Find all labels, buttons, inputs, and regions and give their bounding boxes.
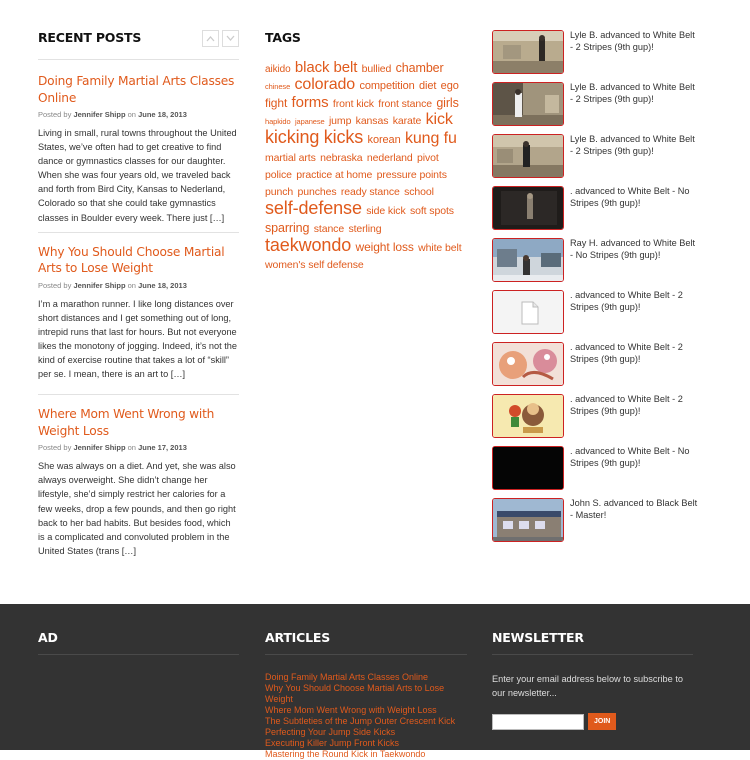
video-item[interactable]: [492, 446, 707, 490]
tag-link[interactable]: karate: [392, 114, 422, 127]
newsletter-description: Enter your email address below to subscribe to our newsletter...: [492, 674, 683, 698]
post-date: June 17, 2013: [138, 443, 187, 453]
join-button[interactable]: JOIN: [588, 713, 616, 730]
article-links: [265, 672, 467, 760]
article-link[interactable]: Perfecting Your Jump Side Kicks: [265, 727, 396, 737]
tag-link[interactable]: bullied: [361, 63, 392, 75]
tag-link[interactable]: women's self defense: [265, 259, 364, 272]
divider: [38, 59, 239, 60]
tag-link[interactable]: black belt: [294, 59, 358, 76]
post-item: [38, 73, 239, 225]
newsletter-form: [492, 713, 693, 730]
ad-heading: AD: [38, 630, 58, 645]
video-thumbnail[interactable]: [492, 82, 564, 126]
tag-link[interactable]: kicks: [323, 127, 364, 148]
tag-link[interactable]: kansas: [355, 114, 389, 127]
tag-link[interactable]: school: [404, 186, 434, 199]
article-link[interactable]: Doing Family Martial Arts Classes Online: [265, 672, 429, 682]
ad-section: [38, 630, 239, 655]
tag-link[interactable]: korean: [367, 134, 401, 147]
video-caption[interactable]: . advanced to White Belt - 2 Stripes (9th gup)!: [570, 342, 683, 364]
post-date: June 18, 2013: [138, 110, 187, 119]
footer: [0, 604, 750, 759]
video-thumbnail[interactable]: [492, 134, 564, 178]
tag-link[interactable]: kicking: [265, 127, 320, 148]
tag-link[interactable]: taekwondo: [265, 235, 352, 255]
newsletter-heading: NEWSLETTER: [492, 630, 584, 645]
recent-posts-heading: RECENT POSTS: [38, 30, 142, 45]
recent-posts-pager: [202, 30, 239, 47]
newsletter-section: [492, 630, 693, 730]
video-item[interactable]: [492, 134, 707, 178]
post-item: [38, 406, 239, 558]
divider: [265, 654, 467, 655]
tag-link[interactable]: front kick: [332, 97, 374, 110]
tag-link[interactable]: diet: [418, 80, 437, 93]
tag-link[interactable]: forms: [291, 93, 329, 111]
tag-link[interactable]: girls: [436, 95, 459, 110]
tag-link[interactable]: jump: [328, 114, 352, 127]
divider: [38, 654, 239, 655]
tag-link[interactable]: japanese: [294, 116, 325, 126]
video-item[interactable]: [492, 498, 707, 542]
tag-link[interactable]: chamber: [395, 61, 444, 75]
video-caption[interactable]: . advanced to White Belt - 2 Stripes (9th gup)!: [570, 394, 683, 416]
video-item[interactable]: [492, 394, 707, 438]
video-thumbnail[interactable]: [492, 186, 564, 230]
tag-link[interactable]: kung fu: [404, 130, 457, 148]
video-thumbnail[interactable]: [492, 342, 564, 386]
post-excerpt: I’m a marathon runner. I like long distances over short distances and I get something out of long, intrepid runs that last for hours. But not everyone likes the monotony of jogging. Indeed, it’s not the kind of exercise routine that takes a lot of “skill” per se. I mean, there is an art to […]: [38, 298, 238, 380]
video-caption[interactable]: Ray H. advanced to White Belt - No Stripes (9th gup)!: [570, 238, 696, 260]
article-link[interactable]: Why You Should Choose Martial Arts to Lose Weight: [265, 683, 445, 704]
divider: [38, 232, 239, 233]
tag-link[interactable]: punch: [265, 186, 294, 199]
article-link[interactable]: Executing Killer Jump Front Kicks: [265, 738, 400, 748]
video-item[interactable]: [492, 342, 707, 386]
video-item[interactable]: [492, 238, 707, 282]
tag-link[interactable]: nederland: [366, 151, 413, 164]
tag-link[interactable]: police: [265, 168, 292, 181]
post-date: June 18, 2013: [138, 280, 187, 290]
article-link[interactable]: The Subtleties of the Jump Outer Crescent Kick: [265, 716, 456, 726]
tag-link[interactable]: self-defense: [265, 198, 362, 219]
tag-link[interactable]: chinese: [265, 82, 291, 92]
posted-by-label: Posted by: [38, 280, 72, 290]
post-excerpt: She was always on a diet. And yet, she was also always overweight. She didn’t change her lifestyle, she’d simply restrict her calories for a few weeks, drop a few pounds, and then go right back to her bad habits. But besides food, which is a complicated and convoluted problem in the United States (trans […]: [38, 461, 236, 556]
tag-cloud: [265, 59, 467, 273]
tag-link[interactable]: white belt: [418, 242, 462, 254]
video-item[interactable]: [492, 186, 707, 230]
video-caption[interactable]: . advanced to White Belt - 2 Stripes (9th gup)!: [570, 290, 683, 312]
video-caption[interactable]: John S. advanced to Black Belt - Master!: [570, 498, 698, 520]
video-thumbnail[interactable]: [492, 446, 564, 490]
posted-by-label: Posted by: [38, 110, 72, 119]
file-icon: [493, 291, 564, 334]
tag-link[interactable]: punches: [297, 186, 337, 199]
video-caption[interactable]: Lyle B. advanced to White Belt - 2 Stripes (9th gup)!: [570, 82, 695, 104]
post-excerpt: Living in small, rural towns throughout the United States, we’ve often had to get creative to find dance or gymnastics classes for our daughter. When she was four years old, we traveled back and forth from Bird City, Kansas to Nederland, Colorado so that she could take gymnastics classes in Boulder every week. There just […]: [38, 128, 237, 223]
tag-link[interactable]: ready stance: [340, 186, 400, 199]
tag-link[interactable]: nebraska: [320, 151, 363, 164]
post-meta: [38, 443, 239, 452]
divider: [38, 394, 239, 395]
articles-heading: ARTICLES: [265, 630, 330, 645]
tag-link[interactable]: soft spots: [409, 205, 454, 218]
tag-link[interactable]: colorado: [294, 76, 356, 94]
video-thumbnail[interactable]: [492, 238, 564, 282]
next-posts-button[interactable]: [222, 30, 239, 47]
tag-link[interactable]: fight: [265, 95, 288, 110]
tag-link[interactable]: practice at home: [296, 168, 373, 181]
video-item[interactable]: [492, 82, 707, 126]
tag-link[interactable]: aikido: [265, 64, 291, 75]
tag-link[interactable]: side kick: [366, 205, 406, 218]
articles-section: [265, 630, 467, 760]
tag-link[interactable]: stance: [313, 222, 345, 235]
tag-link[interactable]: weight loss: [355, 240, 414, 254]
video-item[interactable]: [492, 30, 707, 74]
posted-by-label: Posted by: [38, 443, 72, 453]
video-caption[interactable]: . advanced to White Belt - No Stripes (9th gup)!: [570, 186, 690, 208]
post-author-link[interactable]: Jennifer Shipp: [73, 110, 126, 119]
post-author-link[interactable]: Jennifer Shipp: [73, 443, 126, 453]
video-caption[interactable]: . advanced to White Belt - No Stripes (9th gup)!: [570, 446, 690, 468]
video-thumbnail[interactable]: [492, 30, 564, 74]
recent-posts-section: [38, 30, 239, 558]
article-link[interactable]: Mastering the Round Kick in Taekwondo: [265, 749, 426, 759]
tag-link[interactable]: hapkido: [265, 116, 291, 126]
tag-link[interactable]: martial arts: [265, 151, 316, 164]
article-link[interactable]: Where Mom Went Wrong with Weight Loss: [265, 705, 437, 715]
tag-link[interactable]: front stance: [378, 97, 432, 110]
post-title-link[interactable]: Where Mom Went Wrong with Weight Loss: [38, 407, 215, 438]
video-thumbnail[interactable]: [492, 394, 564, 438]
video-thumbnail[interactable]: [492, 290, 564, 334]
video-caption[interactable]: Lyle B. advanced to White Belt - 2 Stripes (9th gup)!: [570, 134, 695, 156]
video-caption[interactable]: Lyle B. advanced to White Belt - 2 Stripes (9th gup)!: [570, 30, 695, 52]
post-title-link[interactable]: Why You Should Choose Martial Arts to Lose Weight: [38, 244, 225, 276]
tags-heading: TAGS: [265, 30, 301, 45]
chevron-down-icon: [226, 35, 235, 42]
post-meta: [38, 110, 239, 119]
chevron-up-icon: [206, 35, 215, 42]
on-label: on: [127, 280, 136, 290]
newsletter-email-input[interactable]: [492, 714, 584, 730]
on-label: on: [127, 110, 136, 119]
video-item[interactable]: [492, 290, 707, 334]
divider: [492, 654, 693, 655]
post-meta: [38, 281, 239, 290]
tag-link[interactable]: sterling: [348, 222, 382, 235]
tag-link[interactable]: sparring: [265, 220, 310, 235]
on-label: on: [127, 443, 136, 453]
prev-posts-button[interactable]: [202, 30, 219, 47]
post-item: [38, 244, 239, 382]
tag-link[interactable]: ego: [440, 80, 459, 93]
tags-section: [265, 30, 467, 273]
video-thumbnail[interactable]: [492, 498, 564, 542]
tag-link[interactable]: kick: [425, 110, 453, 128]
post-author-link[interactable]: Jennifer Shipp: [73, 280, 126, 290]
tag-link[interactable]: competition: [359, 80, 415, 93]
post-title-link[interactable]: Doing Family Martial Arts Classes Online: [38, 74, 235, 105]
tag-link[interactable]: pressure points: [376, 168, 447, 181]
tag-link[interactable]: pivot: [417, 151, 439, 164]
